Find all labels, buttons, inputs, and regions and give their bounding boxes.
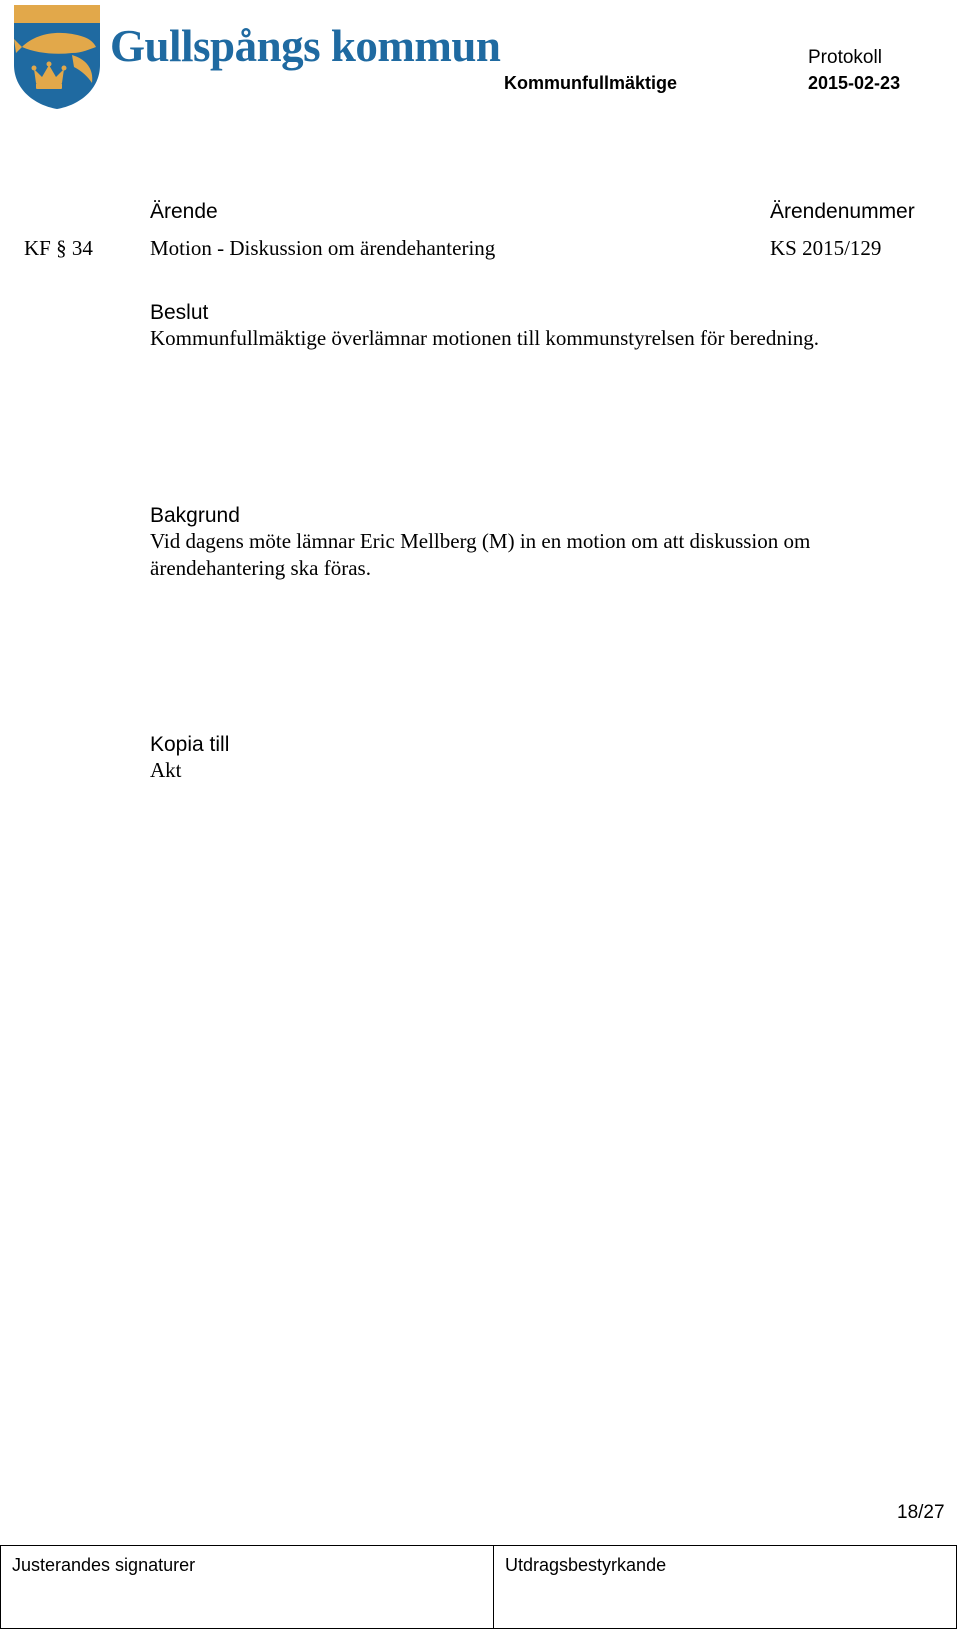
kopia-heading: Kopia till	[150, 733, 230, 756]
utdragsbestyrkande-label: Utdragsbestyrkande	[505, 1555, 667, 1575]
signature-divider	[493, 1546, 494, 1628]
document-type: Protokoll	[808, 47, 882, 68]
case-paragraph: KF § 34	[24, 236, 93, 260]
case-title: Motion - Diskussion om ärendehantering	[150, 236, 496, 260]
shield-icon	[12, 3, 102, 110]
governing-body: Kommunfullmäktige	[504, 73, 678, 93]
case-number: KS 2015/129	[770, 236, 882, 260]
beslut-text: Kommunfullmäktige överlämnar motionen till kommunstyrelsen för beredning.	[150, 326, 819, 350]
bakgrund-line-2: ärendehantering ska föras.	[150, 556, 371, 580]
kopia-text: Akt	[150, 758, 182, 782]
signature-box	[0, 1545, 957, 1629]
page-number: 18/27	[897, 1502, 945, 1523]
beslut-heading: Beslut	[150, 301, 209, 324]
justerandes-signaturer-label: Justerandes signaturer	[12, 1555, 196, 1575]
bakgrund-heading: Bakgrund	[150, 504, 240, 527]
arendenummer-label: Ärendenummer	[770, 200, 915, 223]
meeting-date: 2015-02-23	[808, 73, 901, 93]
municipality-name: Gullspångs kommun	[110, 21, 501, 71]
coat-of-arms-logo	[12, 3, 102, 110]
bakgrund-line-1: Vid dagens möte lämnar Eric Mellberg (M) in en motion om att diskussion om	[150, 529, 811, 553]
arende-label: Ärende	[150, 200, 218, 223]
